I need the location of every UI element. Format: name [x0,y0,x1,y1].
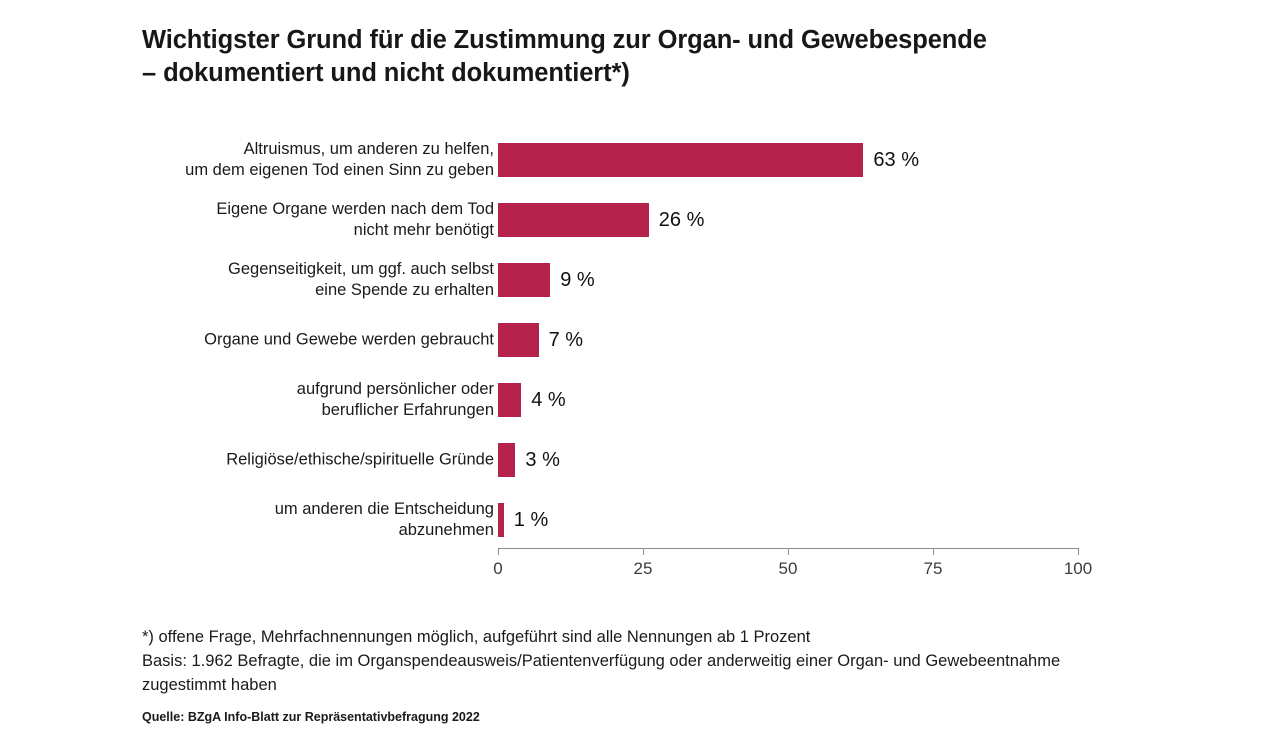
page-title [142,24,1142,90]
x-axis-tick-label: 50 [778,559,798,578]
chart-row [142,490,1132,550]
x-axis-tick [933,548,934,555]
chart-row [142,130,1132,190]
footnotes [142,626,1152,698]
chart-row [142,190,1132,250]
bar-value-label: 26 % [658,208,705,231]
x-axis [493,548,1093,594]
bar-value-label: 4 % [531,388,566,411]
bar-chart [142,130,1132,600]
x-axis-tick [498,548,499,555]
bar-segment [498,383,521,417]
bar-segment [498,263,550,297]
bar-segment [498,203,649,237]
category-label [154,329,494,350]
chart-rows [142,130,1132,550]
category-label-line-1: Altruismus, um anderen zu helfen, [243,139,494,158]
bar-segment [498,323,539,357]
x-axis-tick [1078,548,1079,555]
page-title-line-1: Wichtigster Grund für die Zustimmung zur Organ- und Gewebespende [142,26,987,54]
category-label-line-1: Eigene Organe werden nach dem Tod [216,199,494,218]
category-label-line-1: um anderen die Entscheidung [274,499,494,518]
category-label-line-1: Organe und Gewebe werden gebraucht [204,330,494,349]
chart-row [142,250,1132,310]
x-axis-tick-label: 100 [1063,559,1093,578]
bar-value-label: 1 % [513,508,549,531]
bar-value-label: 3 % [525,448,560,471]
category-label [154,139,494,181]
category-label [154,449,494,470]
x-axis-tick-label: 25 [633,559,653,578]
page-title-line-2: – dokumentiert und nicht dokumentiert*) [142,58,630,87]
bar-value-label: 63 % [873,148,919,171]
bar-container [498,203,704,237]
category-label-line-2: beruflicher Erfahrungen [321,401,494,419]
bar-container [498,383,566,417]
chart-row [142,370,1132,430]
category-label [154,259,494,301]
category-label [154,199,494,241]
category-label-line-1: Gegenseitigkeit, um ggf. auch selbst [228,259,494,278]
chart-row [142,430,1132,490]
source-note: Quelle: BZgA Info-Blatt zur Repräsentativbefragung 2022 [142,710,480,724]
bar-segment [498,503,504,537]
bar-container [498,443,560,477]
x-axis-tick [788,548,789,555]
bar-segment [498,143,863,177]
category-label-line-1: aufgrund persönlicher oder [296,379,494,398]
x-axis-tick-label: 0 [493,559,503,578]
category-label-line-2: um dem eigenen Tod einen Sinn zu geben [185,161,494,179]
category-label-line-2: nicht mehr benötigt [353,221,494,239]
footnote-line-3: zugestimmt haben [142,675,277,694]
bar-value-label: 9 % [560,268,595,291]
category-label [154,499,494,541]
x-axis-tick-label: 75 [923,559,943,578]
bar-container [498,263,595,297]
bar-segment [498,443,515,477]
category-label [154,379,494,421]
bar-container [498,503,548,537]
bar-container [498,143,919,177]
category-label-line-2: eine Spende zu erhalten [315,281,494,299]
category-label-line-1: Religiöse/ethische/spirituelle Gründe [226,450,494,469]
x-axis-tick [643,548,644,555]
category-label-line-2: abzunehmen [398,521,494,539]
bar-value-label: 7 % [548,328,584,351]
chart-row [142,310,1132,370]
footnote-line-2: Basis: 1.962 Befragte, die im Organspendeausweis/Patientenverfügung oder anderweitig einer Organ- und Gewebeentnahme [142,651,1061,670]
footnote-line-1: *) offene Frage, Mehrfachnennungen möglich, aufgeführt sind alle Nennungen ab 1 Prozent [142,628,811,646]
bar-container [498,323,583,357]
